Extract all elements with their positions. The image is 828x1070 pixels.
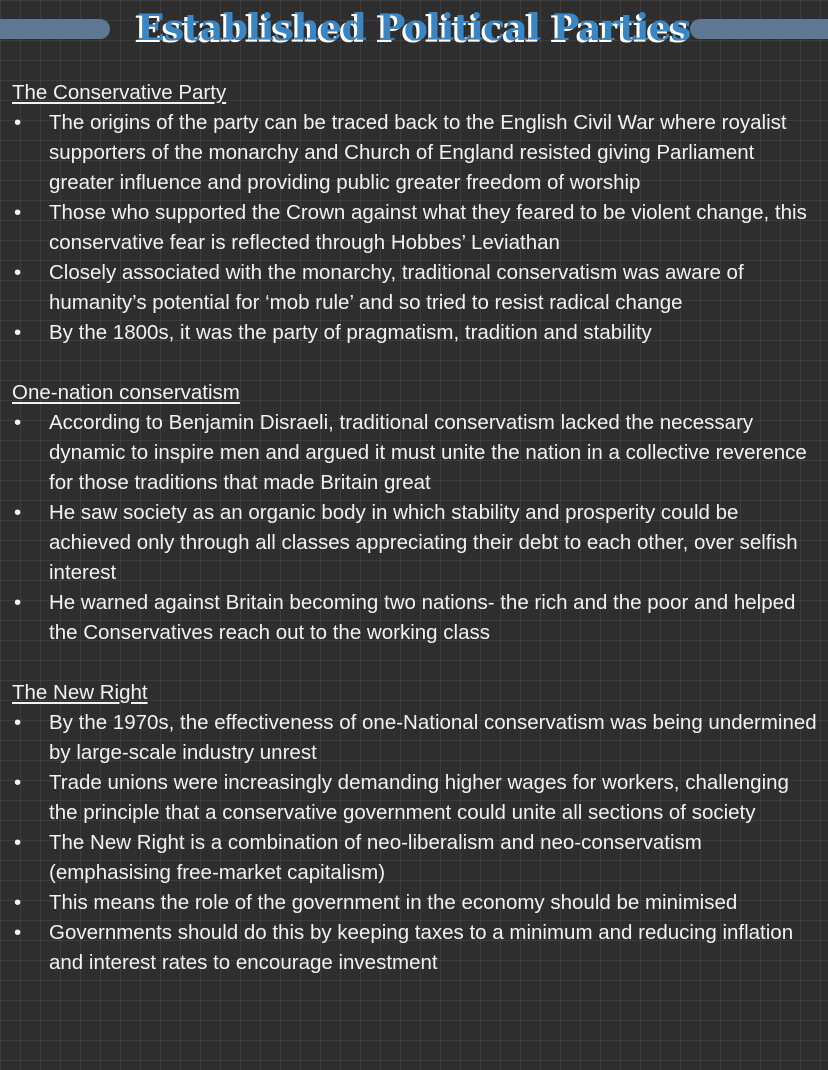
bullet-text: He warned against Britain becoming two nations- the rich and the poor and helped the Conservatives reach out to the working class bbox=[49, 591, 796, 644]
bullet-text: Those who supported the Crown against what they feared to be violent change, this conservative fear is reflected through Hobbes’ Leviathan bbox=[49, 201, 807, 254]
bullet-icon: • bbox=[14, 921, 22, 944]
bullet-item bbox=[12, 198, 820, 258]
bullet-text: Trade unions were increasingly demanding higher wages for workers, challenging the principle that a conservative government could unite all sections of society bbox=[49, 771, 789, 824]
bullet-list bbox=[12, 108, 820, 348]
bullet-item bbox=[12, 108, 820, 198]
bullet-text: He saw society as an organic body in which stability and prosperity could be achieved only through all classes appreciating their debt to each other, over selfish interest bbox=[49, 501, 798, 584]
bullet-item bbox=[12, 498, 820, 588]
section-heading: One-nation conservatism bbox=[12, 381, 240, 404]
bullet-icon: • bbox=[14, 771, 22, 794]
section bbox=[12, 378, 820, 648]
bullet-text: Governments should do this by keeping taxes to a minimum and reducing inflation and interest rates to encourage investment bbox=[49, 921, 794, 974]
bullet-text: The origins of the party can be traced back to the English Civil War where royalist supporters of the monarchy and Church of England resisted giving Parliament greater influence and providing public greater freedom of worship bbox=[49, 111, 787, 194]
bullet-item bbox=[12, 888, 820, 918]
bullet-text: This means the role of the government in the economy should be minimised bbox=[49, 891, 738, 914]
bullet-text: By the 1970s, the effectiveness of one-National conservatism was being undermined by large-scale industry unrest bbox=[49, 711, 817, 764]
bullet-icon: • bbox=[14, 501, 22, 524]
section bbox=[12, 678, 820, 978]
bullet-icon: • bbox=[14, 831, 22, 854]
bullet-item bbox=[12, 768, 820, 828]
bullet-item bbox=[12, 318, 820, 348]
page-title: Established Political Parties bbox=[137, 7, 691, 49]
bullet-icon: • bbox=[14, 891, 22, 914]
bullet-item bbox=[12, 258, 820, 318]
bullet-icon: • bbox=[14, 321, 22, 344]
bullet-text: The New Right is a combination of neo-liberalism and neo-conservatism (emphasising free-market capitalism) bbox=[49, 831, 702, 884]
bullet-list bbox=[12, 408, 820, 648]
bullet-icon: • bbox=[14, 411, 22, 434]
bullet-item bbox=[12, 918, 820, 978]
bullet-text: According to Benjamin Disraeli, traditional conservatism lacked the necessary dynamic to inspire men and argued it must unite the nation in a collective reverence for those traditions that made Britain great bbox=[49, 411, 807, 494]
bullet-item bbox=[12, 828, 820, 888]
bullet-icon: • bbox=[14, 711, 22, 734]
bullet-item bbox=[12, 708, 820, 768]
bullet-icon: • bbox=[14, 591, 22, 614]
bullet-icon: • bbox=[14, 111, 22, 134]
bullet-item bbox=[12, 588, 820, 648]
section-heading: The Conservative Party bbox=[12, 81, 227, 104]
bullet-icon: • bbox=[14, 261, 22, 284]
notes-content bbox=[12, 78, 820, 1008]
bullet-item bbox=[12, 408, 820, 498]
bullet-text: By the 1800s, it was the party of pragmatism, tradition and stability bbox=[49, 321, 652, 344]
section bbox=[12, 78, 820, 348]
bullet-icon: • bbox=[14, 201, 22, 224]
bullet-list bbox=[12, 708, 820, 978]
section-heading: The New Right bbox=[12, 681, 148, 704]
bullet-text: Closely associated with the monarchy, traditional conservatism was aware of humanity’s potential for ‘mob rule’ and so tried to resist radical change bbox=[49, 261, 744, 314]
title-banner bbox=[0, 6, 828, 50]
